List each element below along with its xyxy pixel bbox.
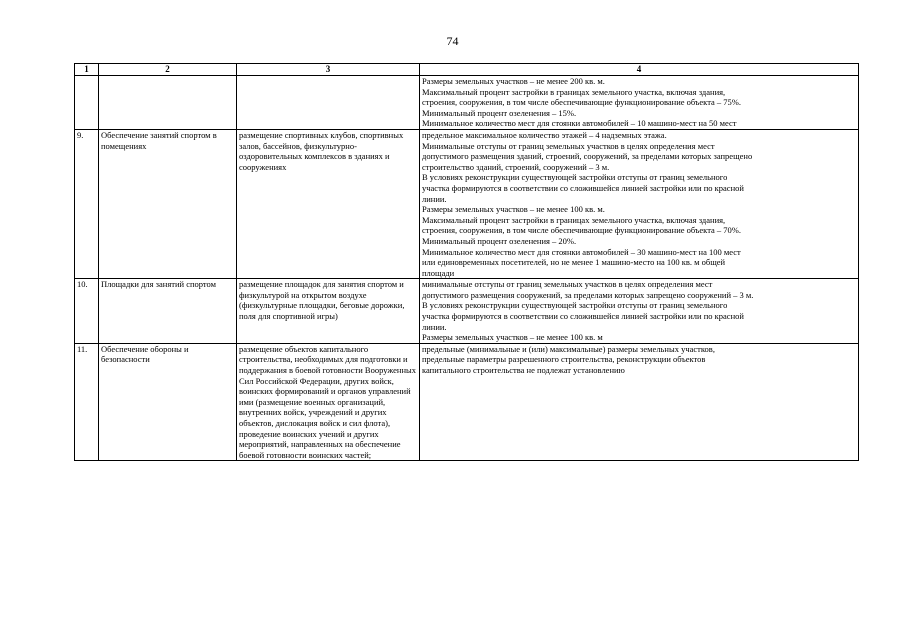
parameters-cell	[420, 343, 859, 461]
parameter-line: Минимальное количество мест для стоянки автомобилей – 30 машино-мест на 100 мест	[422, 246, 741, 257]
parameter-line: линии.	[422, 193, 447, 204]
parameter-line: или единовременных посетителей, но не менее 1 машино-место на 100 кв. м общей	[422, 257, 726, 268]
parameter-line: Размеры земельных участков – не менее 100 кв. м.	[422, 204, 605, 215]
parameter-line: допустимого размещения зданий, строений, сооружений, за пределами которых запрещено	[422, 151, 753, 162]
column-header-4: 4	[420, 64, 859, 76]
table-header-row	[75, 64, 859, 76]
column-header-3: 3	[237, 64, 420, 76]
page-number: 74	[446, 34, 459, 48]
row-number-cell: 10.	[75, 279, 99, 344]
use-type-name-cell	[99, 76, 237, 130]
parameter-line: Размеры земельных участков – не менее 200 кв. м.	[422, 76, 605, 86]
use-description-cell	[237, 76, 420, 130]
use-description-cell: размещение объектов капитального строительства, необходимых для подготовки и поддержания в боевой готовности Вооруженных Сил Российской Федерации, других войск, воинских формирований и органов управлений ими (размещение военных организаций, внутренних войск, учреждений и других объектов, дислокация войск и сил флота), проведение воинских учений и других мероприятий, направленных на обеспечение боевой готовности воинских частей;	[237, 343, 420, 461]
column-header-2: 2	[99, 64, 237, 76]
use-type-name-cell: Обеспечение занятий спортом в помещениях	[99, 129, 237, 278]
parameter-line: Максимальный процент застройки в границах земельного участка, включая здания,	[422, 214, 726, 225]
parameters-cell	[420, 279, 859, 344]
table-row	[75, 279, 859, 344]
parameters-cell	[420, 76, 859, 130]
use-description-cell: размещение площадок для занятия спортом и физкультурой на открытом воздухе (физкультурные площадки, беговые дорожки, поля для спортивной игры)	[237, 279, 420, 344]
table-row	[75, 343, 859, 461]
column-header-1: 1	[75, 64, 99, 76]
parameter-line: линии.	[422, 321, 447, 332]
table-row	[75, 129, 859, 278]
row-number-cell	[75, 76, 99, 130]
parameter-line: строительство зданий, строений, сооружений – 3 м.	[422, 161, 610, 172]
parameter-line: участка формируются в соответствии со сложившейся линией застройки или по красной	[422, 182, 744, 193]
parameter-line: В условиях реконструкции существующей застройки отступы от границ земельного	[422, 300, 728, 311]
parameter-line: минимальные отступы от границ земельных участков в целях определения мест	[422, 279, 713, 290]
parameter-line: площади	[422, 267, 455, 278]
parameter-line: допустимого размещения сооружений, за пределами которых запрещено сооружений – 3 м.	[422, 289, 754, 300]
table-body	[75, 76, 859, 461]
parameter-line: Размеры земельных участков – не менее 100 кв. м	[422, 332, 603, 343]
parameter-line: капитального строительства не подлежат установлению	[422, 365, 625, 376]
table-row	[75, 76, 859, 130]
use-description-cell: размещение спортивных клубов, спортивных залов, бассейнов, физкультурно-оздоровительных комплексов в зданиях и сооружениях	[237, 129, 420, 278]
parameter-line: Минимальное количество мест для стоянки автомобилей – 10 машино-мест на 50 мест	[422, 118, 737, 129]
parameter-line: участка формируются в соответствии со сложившейся линией застройки или по красной	[422, 311, 744, 322]
parameters-cell	[420, 129, 859, 278]
row-number-cell: 9.	[75, 129, 99, 278]
parameter-line: Минимальные отступы от границ земельных участков в целях определения мест	[422, 140, 715, 151]
parameter-line: Минимальный процент озеленения – 20%.	[422, 235, 577, 246]
parameter-line: предельные (минимальные и (или) максимальные) размеры земельных участков,	[422, 343, 715, 354]
parameter-line: Минимальный процент озеленения – 15%.	[422, 107, 577, 118]
regulations-table	[74, 63, 859, 461]
parameter-line: Максимальный процент застройки в границах земельного участка, включая здания,	[422, 86, 726, 97]
parameter-line: предельные параметры разрешенного строительства, реконструкции объектов	[422, 354, 706, 365]
parameter-line: строения, сооружения, в том числе обеспечивающие функционирование объекта – 70%.	[422, 225, 741, 236]
use-type-name-cell: Площадки для занятий спортом	[99, 279, 237, 344]
use-type-name-cell: Обеспечение обороны и безопасности	[99, 343, 237, 461]
row-number-cell: 11.	[75, 343, 99, 461]
parameter-line: предельное максимальное количество этажей – 4 надземных этажа.	[422, 129, 667, 140]
parameter-line: строения, сооружения, в том числе обеспечивающие функционирование объекта – 75%.	[422, 97, 741, 108]
parameter-line: В условиях реконструкции существующей застройки отступы от границ земельного	[422, 172, 728, 183]
